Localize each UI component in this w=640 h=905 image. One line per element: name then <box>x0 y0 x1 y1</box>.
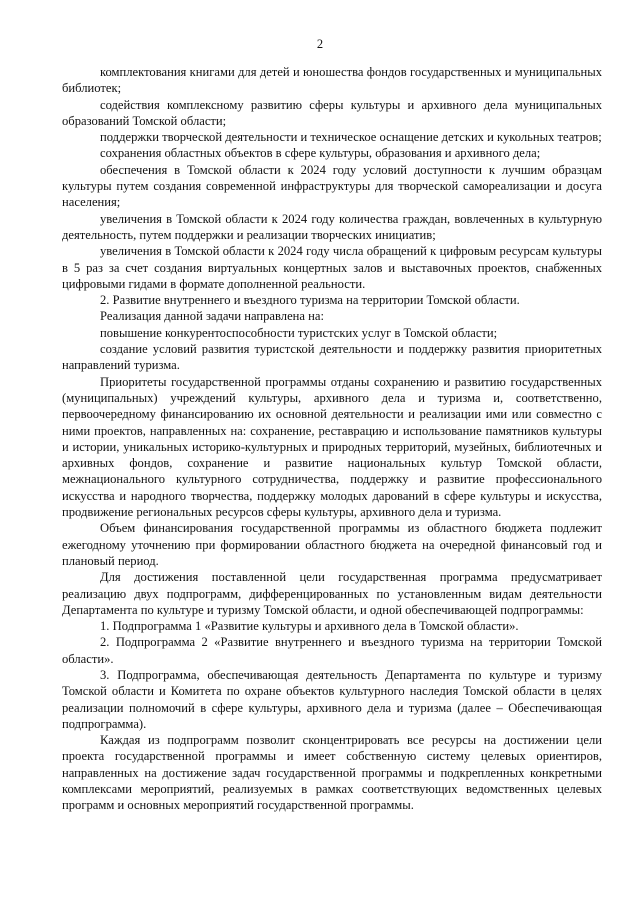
subprogram-item: 1. Подпрограмма 1 «Развитие культуры и архивного дела в Томской области». <box>100 619 519 634</box>
paragraph: Для достижения поставленной цели государственная программа предусматривает реализацию двух подпрограмм, дифференцированных по установленным видам деятельности Департамента по культуре и туризму Томской области, и одной обеспечивающей подпрограммы: <box>62 570 602 617</box>
paragraph: обеспечения в Томской области к 2024 году условий доступности к лучшим образцам культуры путем создания современной инфраструктуры для творческой самореализации и досуга населения; <box>62 162 602 210</box>
paragraph: увеличения в Томской области к 2024 году числа обращений к цифровым ресурсам культуры в 5 раз за счет создания виртуальных концертных залов и выставочных проектов, снабженных цифровыми гидами в формате дополненной реальности. <box>62 244 602 291</box>
paragraph: Объем финансирования государственной программы из областного бюджета подлежит ежегодному уточнению при формировании областного бюджета на очередной финансовый год и плановый период. <box>62 521 602 568</box>
paragraph: Каждая из подпрограмм позволит сконцентрировать все ресурсы на достижении цели проекта государственной программы и имеет собственную систему целевых ориентиров, направленных на достижение задач государственной программы и подкрепленных конкретными комплексами мероприятий, реализуемых в рамках соответствующих ведомственных целевых программ и основных мероприятий государственной программы. <box>62 733 602 813</box>
paragraph: Приоритеты государственной программы отданы сохранению и развитию государственных (муниципальных) учреждений культуры, архивного дела и туризма и, соответственно, первоочередному финансированию их основной деятельности и реализации ими или совместно с ними проектов, направленных на: сохранение, реставрацию и использование памятников культуры и истории, уникальных историко-культурных и природных территорий, музейных, библиотечных и архивных фондов, сохранение и развитие национальных культур Томской области, межнационального культурного сотрудничества, поддержку и развитие профессионального искусства и народного творчества, поддержку молодых дарований в сфере культуры и искусства, продвижение региональных ресурсов сферы культуры, архивного дела и туризма. <box>62 374 602 520</box>
paragraph: увеличения в Томской области к 2024 году количества граждан, вовлеченных в культурную деятельность, путем поддержки и реализации творческих инициатив; <box>62 211 602 242</box>
paragraph: Реализация данной задачи направлена на: <box>100 309 324 324</box>
subprogram-item: 3. Подпрограмма, обеспечивающая деятельность Департамента по культуре и туризму Томской области и Комитета по охране объектов культурного наследия Томской области в целях реализации полномочий в сфере культуры, архивного дела и туризма (далее – Обеспечивающая подпрограмма). <box>62 667 602 731</box>
paragraph: повышение конкурентоспособности туристских услуг в Томской области; <box>100 325 498 340</box>
paragraph: поддержки творческой деятельности и техническое оснащение детских и кукольных театров; <box>100 130 602 145</box>
paragraph: комплектования книгами для детей и юношества фондов государственных и муниципальных библиотек; <box>62 65 602 96</box>
section-heading: 2. Развитие внутреннего и въездного туризма на территории Томской области. <box>100 293 520 308</box>
document-body <box>62 64 602 814</box>
paragraph: сохранения областных объектов в сфере культуры, образования и архивного дела; <box>100 146 541 161</box>
page-number: 2 <box>316 37 324 51</box>
subprogram-item: 2. Подпрограмма 2 «Развитие внутреннего и въездного туризма на территории Томской области». <box>62 635 602 666</box>
paragraph: содействия комплексному развитию сферы культуры и архивного дела муниципальных образований Томской области; <box>62 97 602 128</box>
paragraph: создание условий развития туристской деятельности и поддержку развития приоритетных направлений туризма. <box>62 342 602 373</box>
